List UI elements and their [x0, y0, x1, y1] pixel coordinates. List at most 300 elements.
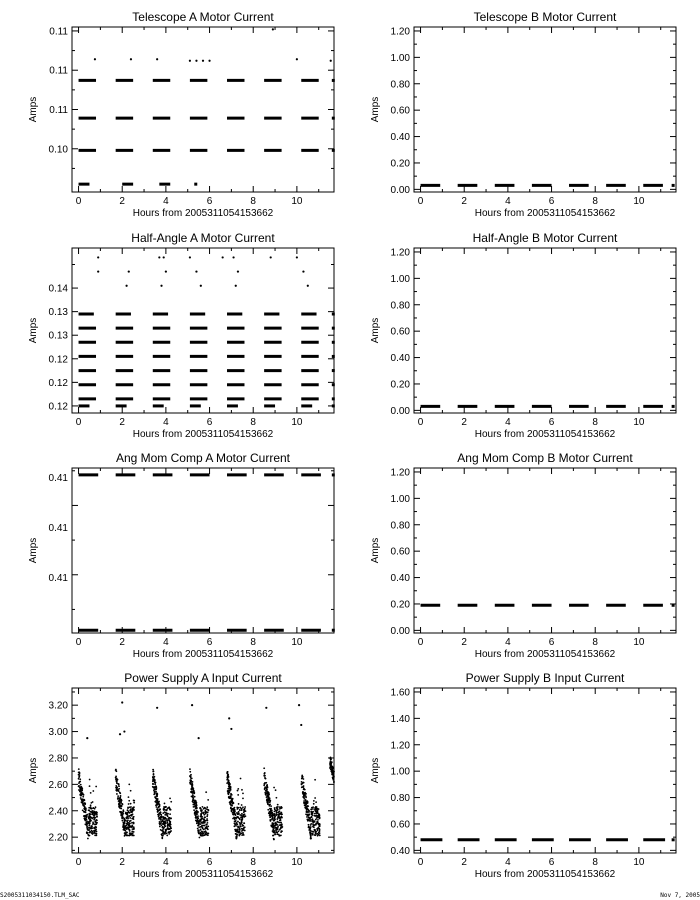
data-point	[80, 784, 82, 786]
data-point	[232, 808, 234, 810]
data-point	[128, 783, 130, 785]
data-point	[271, 818, 273, 820]
data-point	[241, 789, 243, 791]
x-tick-label: 4	[163, 417, 169, 428]
y-tick-label: 0.60	[390, 326, 410, 338]
x-tick-label: 6	[206, 196, 213, 207]
data-point	[203, 831, 205, 833]
data-point	[161, 837, 163, 839]
data-point	[241, 813, 243, 815]
data-point	[91, 830, 93, 832]
data-point	[160, 829, 162, 831]
data-point	[94, 58, 96, 60]
data-point	[203, 818, 205, 820]
data-point	[81, 790, 83, 792]
data-point	[241, 822, 243, 824]
data-point	[92, 807, 94, 809]
data-point	[311, 816, 313, 818]
x-axis-label: Hours from 2005311054153662	[132, 649, 274, 660]
data-point	[201, 816, 203, 818]
data-point	[237, 813, 239, 815]
data-point	[132, 808, 134, 810]
data-point	[78, 771, 80, 773]
data-point	[264, 783, 266, 785]
x-axis-label: Hours from 2005311054153662	[474, 208, 616, 219]
data-point	[269, 801, 271, 803]
data-point	[195, 817, 197, 819]
data-point	[242, 797, 244, 799]
data-point	[279, 808, 281, 810]
y-tick-label: 2.60	[48, 779, 68, 791]
data-point	[130, 806, 132, 808]
data-point	[330, 60, 332, 62]
data-point	[313, 800, 315, 802]
data-point	[234, 818, 236, 820]
data-point	[94, 817, 96, 819]
data-point	[116, 793, 118, 795]
data-point	[78, 776, 80, 778]
plot-frame	[414, 468, 676, 633]
data-point	[278, 835, 280, 837]
data-point	[89, 819, 91, 821]
data-point	[267, 809, 269, 811]
data-point	[89, 779, 91, 781]
chart-title: Ang Mom Comp B Motor Current	[457, 451, 633, 465]
y-axis-label: Amps	[370, 757, 381, 784]
data-point	[279, 816, 281, 818]
data-point	[153, 774, 155, 776]
data-point	[310, 824, 312, 826]
data-point	[267, 793, 269, 795]
data-point	[132, 832, 134, 834]
data-point	[197, 817, 199, 819]
data-point	[207, 829, 209, 831]
x-tick-label: 2	[461, 196, 467, 207]
data-point	[128, 270, 130, 272]
data-point	[333, 781, 335, 783]
data-point	[129, 822, 131, 824]
data-point	[169, 797, 171, 799]
data-point	[116, 788, 118, 790]
data-point	[190, 781, 192, 783]
data-point	[306, 806, 308, 808]
data-point	[154, 783, 156, 785]
data-point	[270, 805, 272, 807]
data-point	[272, 829, 274, 831]
data-point	[318, 832, 320, 834]
data-point	[277, 818, 279, 820]
y-axis-label: Amps	[370, 96, 381, 123]
data-point	[170, 818, 172, 820]
data-point	[192, 800, 194, 802]
data-point	[273, 815, 275, 817]
x-tick-label: 10	[633, 637, 645, 648]
x-tick-label: 4	[505, 637, 511, 648]
data-point	[232, 802, 234, 804]
data-point	[164, 803, 166, 805]
data-point	[79, 787, 81, 789]
data-point	[124, 828, 126, 830]
y-tick-label: 0.11	[49, 105, 68, 116]
data-point	[236, 835, 238, 837]
y-tick-label: 0.12	[48, 401, 68, 413]
data-point	[234, 810, 236, 812]
data-point	[266, 786, 268, 788]
data-point	[235, 830, 237, 832]
data-point	[160, 819, 162, 821]
data-point	[191, 777, 193, 779]
data-point	[78, 778, 80, 780]
data-point	[317, 822, 319, 824]
data-point	[159, 809, 161, 811]
data-point	[263, 773, 265, 775]
data-point	[234, 807, 236, 809]
plot-frame	[414, 248, 676, 413]
data-point	[307, 801, 309, 803]
data-point	[241, 817, 243, 819]
data-point	[273, 819, 275, 821]
data-point	[169, 831, 171, 833]
data-point	[243, 829, 245, 831]
data-point	[121, 805, 123, 807]
data-point	[306, 809, 308, 811]
y-tick-label: 1.00	[390, 52, 410, 64]
data-point	[96, 816, 98, 818]
y-tick-label: 0.40	[390, 845, 410, 857]
data-point	[319, 829, 321, 831]
data-point	[279, 829, 281, 831]
data-point	[168, 833, 170, 835]
data-point	[203, 814, 205, 816]
data-point	[230, 801, 232, 803]
data-point	[198, 823, 200, 825]
y-tick-label: 0.80	[390, 793, 410, 805]
data-point	[155, 800, 157, 802]
data-point	[314, 813, 316, 815]
data-point	[195, 800, 197, 802]
data-point	[95, 829, 97, 831]
data-point	[152, 771, 154, 773]
data-point	[117, 798, 119, 800]
data-point	[191, 784, 193, 786]
data-point	[133, 835, 135, 837]
data-point	[274, 822, 276, 824]
x-axis-label: Hours from 2005311054153662	[132, 869, 274, 880]
chart-panel-1	[28, 10, 335, 219]
y-tick-label: 0.12	[48, 377, 68, 389]
data-point	[123, 730, 125, 732]
data-point	[208, 60, 210, 62]
x-tick-label: 10	[291, 196, 303, 207]
data-point	[303, 800, 305, 802]
data-point	[229, 797, 231, 799]
data-point	[79, 778, 81, 780]
data-point	[164, 811, 166, 813]
data-point	[133, 831, 135, 833]
data-point	[155, 786, 157, 788]
y-tick-label: 1.20	[390, 740, 410, 752]
x-tick-label: 0	[75, 637, 82, 648]
data-point	[310, 808, 312, 810]
y-tick-label: 0.40	[390, 132, 410, 144]
data-point	[234, 820, 236, 822]
data-point	[319, 825, 321, 827]
data-point	[96, 814, 98, 816]
data-point	[126, 814, 128, 816]
data-point	[202, 833, 204, 835]
data-point	[207, 814, 209, 816]
data-point	[131, 835, 133, 837]
data-point	[120, 807, 122, 809]
data-point	[119, 792, 121, 794]
data-point	[133, 800, 135, 802]
data-point	[160, 285, 162, 287]
data-point	[88, 814, 90, 816]
data-point	[270, 256, 272, 258]
y-tick-label: 0.13	[48, 330, 68, 342]
data-point	[170, 827, 172, 829]
data-point	[313, 820, 315, 822]
data-point	[123, 818, 125, 820]
data-point	[119, 797, 121, 799]
plot-frame	[72, 27, 334, 192]
plot-frame	[72, 248, 334, 413]
data-point	[189, 256, 191, 258]
data-point	[238, 826, 240, 828]
data-point	[163, 827, 165, 829]
data-point	[90, 792, 92, 794]
data-point	[159, 824, 161, 826]
data-point	[79, 781, 81, 783]
data-point	[90, 807, 92, 809]
y-axis-label: Amps	[28, 537, 39, 564]
data-point	[156, 808, 158, 810]
data-point	[315, 801, 317, 803]
data-point	[316, 814, 318, 816]
data-point	[88, 829, 90, 831]
x-tick-label: 10	[291, 637, 303, 648]
data-point	[308, 817, 310, 819]
data-point	[207, 822, 209, 824]
data-point	[130, 803, 132, 805]
data-point	[95, 806, 97, 808]
data-point	[166, 835, 168, 837]
data-point	[88, 809, 90, 811]
data-point	[314, 779, 316, 781]
x-tick-label: 4	[505, 196, 511, 207]
data-point	[203, 812, 205, 814]
data-point	[205, 791, 207, 793]
data-point	[311, 821, 313, 823]
data-point	[228, 793, 230, 795]
data-point	[80, 797, 82, 799]
data-point	[84, 816, 86, 818]
plot-frame	[72, 468, 334, 633]
data-point	[237, 807, 239, 809]
y-tick-label: 0.12	[48, 354, 68, 366]
y-tick-label: 0.14	[48, 283, 68, 295]
data-point	[96, 831, 98, 833]
data-point	[166, 828, 168, 830]
data-point	[230, 793, 232, 795]
data-point	[330, 756, 332, 758]
data-point	[330, 762, 332, 764]
data-point	[239, 814, 241, 816]
data-point	[206, 834, 208, 836]
data-point	[330, 765, 332, 767]
data-point	[308, 829, 310, 831]
chart-panel-6	[370, 451, 676, 660]
data-point	[194, 796, 196, 798]
data-point	[237, 788, 239, 790]
data-point	[239, 833, 241, 835]
y-tick-label: 0.40	[390, 573, 410, 585]
data-point	[94, 834, 96, 836]
data-point	[269, 804, 271, 806]
data-point	[165, 806, 167, 808]
data-point	[303, 778, 305, 780]
data-point	[280, 812, 282, 814]
data-point	[126, 828, 128, 830]
data-point	[301, 784, 303, 786]
data-point	[200, 814, 202, 816]
data-point	[94, 813, 96, 815]
data-point	[165, 830, 167, 832]
data-point	[279, 810, 281, 812]
data-point	[269, 816, 271, 818]
data-point	[277, 828, 279, 830]
x-tick-label: 2	[119, 637, 125, 648]
data-point	[133, 823, 135, 825]
data-point	[311, 814, 313, 816]
data-point	[272, 28, 274, 30]
data-point	[189, 60, 191, 62]
data-point	[265, 782, 267, 784]
data-point	[158, 805, 160, 807]
data-point	[228, 790, 230, 792]
data-point	[201, 809, 203, 811]
x-tick-label: 8	[250, 637, 256, 648]
x-axis-label: Hours from 2005311054153662	[132, 429, 274, 440]
x-tick-label: 8	[592, 857, 598, 868]
data-point	[235, 817, 237, 819]
data-point	[127, 806, 129, 808]
data-point	[119, 804, 121, 806]
data-point	[314, 834, 316, 836]
data-point	[191, 791, 193, 793]
data-point	[126, 816, 128, 818]
data-point	[200, 285, 202, 287]
data-point	[193, 792, 195, 794]
footer-filename: S2005311034150.TLM_SAC	[0, 892, 80, 899]
data-point	[302, 270, 304, 272]
x-tick-label: 4	[163, 637, 169, 648]
data-point	[244, 809, 246, 811]
data-point	[165, 270, 167, 272]
x-tick-label: 2	[461, 857, 467, 868]
data-point	[191, 796, 193, 798]
data-point	[317, 828, 319, 830]
data-point	[82, 796, 84, 798]
data-point	[237, 794, 239, 796]
chart-title: Power Supply A Input Current	[124, 671, 282, 685]
data-point	[189, 775, 191, 777]
data-point	[124, 825, 126, 827]
data-point	[192, 781, 194, 783]
data-point	[302, 786, 304, 788]
chart-title: Half-Angle A Motor Current	[131, 231, 275, 245]
data-point	[195, 811, 197, 813]
data-point	[128, 800, 130, 802]
data-point	[204, 834, 206, 836]
data-point	[86, 819, 88, 821]
data-point	[305, 800, 307, 802]
data-point	[277, 804, 279, 806]
x-tick-label: 4	[505, 417, 511, 428]
data-point	[232, 256, 234, 258]
y-tick-label: 0.60	[390, 105, 410, 117]
data-point	[235, 837, 237, 839]
data-point	[127, 819, 129, 821]
data-point	[274, 825, 276, 827]
x-tick-label: 0	[417, 637, 424, 648]
plot-frame	[414, 688, 676, 853]
data-point	[160, 811, 162, 813]
data-point	[317, 819, 319, 821]
data-point	[194, 802, 196, 804]
y-tick-label: 0.11	[49, 26, 68, 38]
y-tick-label: 0.13	[48, 307, 68, 319]
data-point	[155, 798, 157, 800]
y-tick-label: 1.20	[390, 26, 410, 38]
data-point	[227, 776, 229, 778]
data-point	[271, 824, 273, 826]
data-point	[91, 818, 93, 820]
x-tick-label: 8	[250, 417, 256, 428]
data-point	[191, 704, 193, 706]
data-point	[236, 823, 238, 825]
data-point	[309, 831, 311, 833]
y-tick-label: 0.10	[48, 144, 68, 156]
data-point	[308, 809, 310, 811]
data-point	[202, 806, 204, 808]
data-point	[156, 796, 158, 798]
x-tick-label: 6	[206, 637, 213, 648]
data-point	[154, 776, 156, 778]
data-point	[92, 790, 94, 792]
data-point	[158, 818, 160, 820]
data-point	[270, 819, 272, 821]
data-point	[195, 270, 197, 272]
data-point	[237, 821, 239, 823]
data-point	[124, 832, 126, 834]
data-point	[91, 828, 93, 830]
data-point	[276, 814, 278, 816]
data-point	[128, 824, 130, 826]
data-point	[267, 795, 269, 797]
x-tick-label: 10	[633, 417, 645, 428]
data-point	[269, 814, 271, 816]
data-point	[240, 807, 242, 809]
data-point	[265, 790, 267, 792]
y-tick-label: 0.41	[48, 473, 68, 485]
data-point	[121, 818, 123, 820]
data-point	[130, 58, 132, 60]
data-point	[87, 822, 89, 824]
data-point	[238, 811, 240, 813]
data-point	[95, 823, 97, 825]
data-point	[162, 826, 164, 828]
